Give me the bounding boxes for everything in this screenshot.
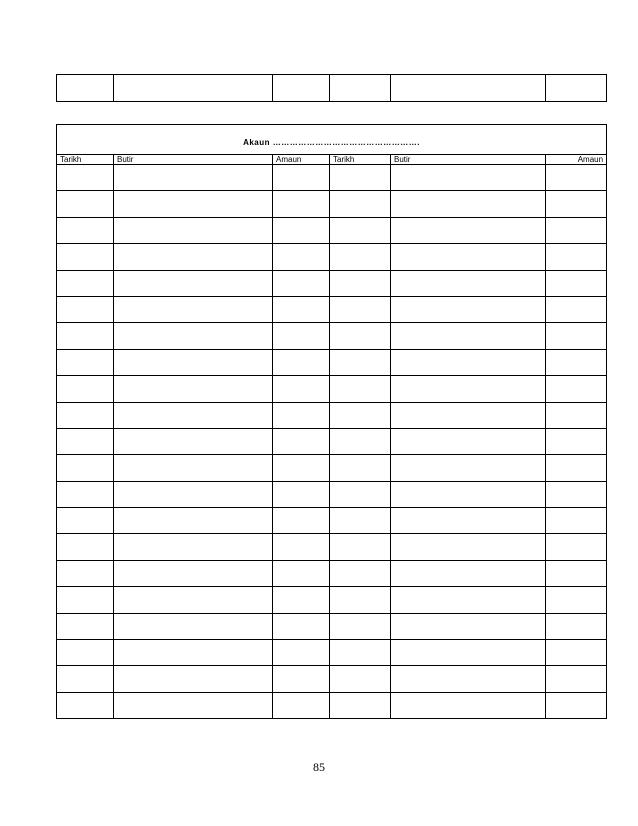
table-row [57, 217, 607, 243]
table-cell [391, 270, 546, 296]
table-cell [391, 666, 546, 692]
table-cell [330, 270, 391, 296]
table-cell [546, 692, 607, 718]
header-debit-amount: Amaun [273, 155, 330, 165]
table-cell [57, 296, 114, 322]
table-cell [114, 270, 273, 296]
table-cell [114, 402, 273, 428]
ledger-title: Akaun ……………………………………………. [243, 138, 420, 147]
table-cell [391, 587, 546, 613]
top-blank-table [56, 74, 607, 102]
table-cell [57, 666, 114, 692]
table-cell [114, 666, 273, 692]
table-row [57, 587, 607, 613]
table-cell [391, 191, 546, 217]
table-cell [114, 323, 273, 349]
table-cell [330, 455, 391, 481]
table-cell [273, 666, 330, 692]
table-cell [273, 402, 330, 428]
table-row [57, 270, 607, 296]
table-cell [57, 270, 114, 296]
table-cell [330, 75, 391, 102]
table-row [57, 455, 607, 481]
table-row [57, 376, 607, 402]
ledger-header-row [57, 155, 607, 165]
table-cell [114, 560, 273, 586]
table-cell [57, 244, 114, 270]
table-cell [391, 75, 546, 102]
table-cell [391, 534, 546, 560]
table-cell [546, 640, 607, 666]
table-cell [391, 402, 546, 428]
table-cell [330, 587, 391, 613]
table-row [57, 244, 607, 270]
table-cell [546, 402, 607, 428]
table-cell [273, 481, 330, 507]
table-cell [273, 508, 330, 534]
table-cell [273, 323, 330, 349]
table-row [57, 402, 607, 428]
table-cell [273, 376, 330, 402]
table-cell [114, 481, 273, 507]
table-cell [114, 508, 273, 534]
header-credit-amount: Amaun [546, 155, 607, 165]
table-cell [273, 534, 330, 560]
table-cell [546, 455, 607, 481]
header-debit-particulars: Butir [114, 155, 273, 165]
table-cell [273, 217, 330, 243]
table-cell [391, 613, 546, 639]
table-cell [330, 692, 391, 718]
table-cell [391, 376, 546, 402]
table-cell [546, 217, 607, 243]
table-cell [273, 296, 330, 322]
table-cell [391, 296, 546, 322]
table-cell [57, 428, 114, 454]
table-cell [273, 165, 330, 191]
table-cell [57, 534, 114, 560]
table-cell [546, 191, 607, 217]
table-cell [546, 165, 607, 191]
table-cell [57, 455, 114, 481]
table-cell [330, 191, 391, 217]
table-cell [391, 349, 546, 375]
table-cell [391, 640, 546, 666]
table-cell [273, 613, 330, 639]
table-cell [330, 376, 391, 402]
table-cell [114, 534, 273, 560]
table-row [57, 613, 607, 639]
table-cell [57, 191, 114, 217]
table-cell [546, 587, 607, 613]
table-cell [114, 165, 273, 191]
table-cell [273, 692, 330, 718]
table-cell [330, 534, 391, 560]
table-cell [330, 402, 391, 428]
table-cell [546, 376, 607, 402]
table-cell [114, 191, 273, 217]
table-cell [546, 613, 607, 639]
table-cell [330, 244, 391, 270]
table-cell [330, 165, 391, 191]
table-cell [57, 508, 114, 534]
table-cell [57, 376, 114, 402]
table-cell [273, 75, 330, 102]
table-cell [114, 244, 273, 270]
table-cell [391, 455, 546, 481]
table-cell [391, 428, 546, 454]
table-cell [57, 640, 114, 666]
table-cell [546, 270, 607, 296]
table-cell [391, 692, 546, 718]
table-row [57, 481, 607, 507]
table-cell [114, 613, 273, 639]
table-cell [114, 376, 273, 402]
table-cell [391, 217, 546, 243]
table-cell [330, 481, 391, 507]
table-row [57, 296, 607, 322]
table-cell [273, 428, 330, 454]
table-cell [273, 349, 330, 375]
table-cell [57, 402, 114, 428]
table-cell [273, 191, 330, 217]
table-row [57, 508, 607, 534]
table-cell [114, 217, 273, 243]
ledger-title-cell [57, 125, 607, 155]
table-row [57, 640, 607, 666]
table-cell [546, 323, 607, 349]
ledger-title-row [57, 125, 607, 155]
table-row [57, 534, 607, 560]
table-cell [114, 428, 273, 454]
table-cell [330, 217, 391, 243]
table-cell [57, 349, 114, 375]
table-cell [546, 481, 607, 507]
table-cell [57, 613, 114, 639]
table-cell [546, 296, 607, 322]
table-cell [391, 481, 546, 507]
table-cell [273, 455, 330, 481]
table-cell [391, 244, 546, 270]
table-cell [273, 560, 330, 586]
table-cell [273, 587, 330, 613]
ledger-account-table [56, 124, 607, 719]
table-cell [546, 666, 607, 692]
table-cell [546, 508, 607, 534]
table-cell [330, 428, 391, 454]
table-cell [57, 587, 114, 613]
table-row [57, 349, 607, 375]
table-cell [330, 349, 391, 375]
table-cell [273, 270, 330, 296]
table-row [57, 560, 607, 586]
table-row [57, 428, 607, 454]
table-row [57, 323, 607, 349]
table-cell [330, 640, 391, 666]
table-cell [114, 296, 273, 322]
table-cell [391, 560, 546, 586]
table-cell [330, 613, 391, 639]
table-cell [273, 244, 330, 270]
table-cell [273, 640, 330, 666]
table-cell [391, 508, 546, 534]
table-cell [114, 640, 273, 666]
table-cell [546, 534, 607, 560]
page-number: 85 [313, 760, 325, 774]
table-cell [57, 75, 114, 102]
table-cell [546, 349, 607, 375]
table-cell [57, 560, 114, 586]
table-cell [57, 165, 114, 191]
table-cell [330, 560, 391, 586]
table-cell [114, 587, 273, 613]
table-cell [330, 296, 391, 322]
table-row [57, 692, 607, 718]
table-cell [57, 692, 114, 718]
table-cell [391, 165, 546, 191]
header-debit-date: Tarikh [57, 155, 114, 165]
table-cell [57, 323, 114, 349]
table-cell [114, 455, 273, 481]
header-credit-date: Tarikh [330, 155, 391, 165]
table-cell [114, 349, 273, 375]
table-row [57, 75, 607, 102]
table-cell [57, 217, 114, 243]
table-row [57, 191, 607, 217]
table-cell [330, 666, 391, 692]
ledger-body [57, 165, 607, 719]
table-cell [57, 481, 114, 507]
header-credit-particulars: Butir [391, 155, 546, 165]
table-cell [330, 323, 391, 349]
table-row [57, 165, 607, 191]
table-cell [391, 323, 546, 349]
table-cell [546, 428, 607, 454]
table-cell [546, 244, 607, 270]
table-cell [546, 75, 607, 102]
table-cell [330, 508, 391, 534]
table-cell [114, 75, 273, 102]
table-cell [546, 560, 607, 586]
table-cell [114, 692, 273, 718]
table-row [57, 666, 607, 692]
